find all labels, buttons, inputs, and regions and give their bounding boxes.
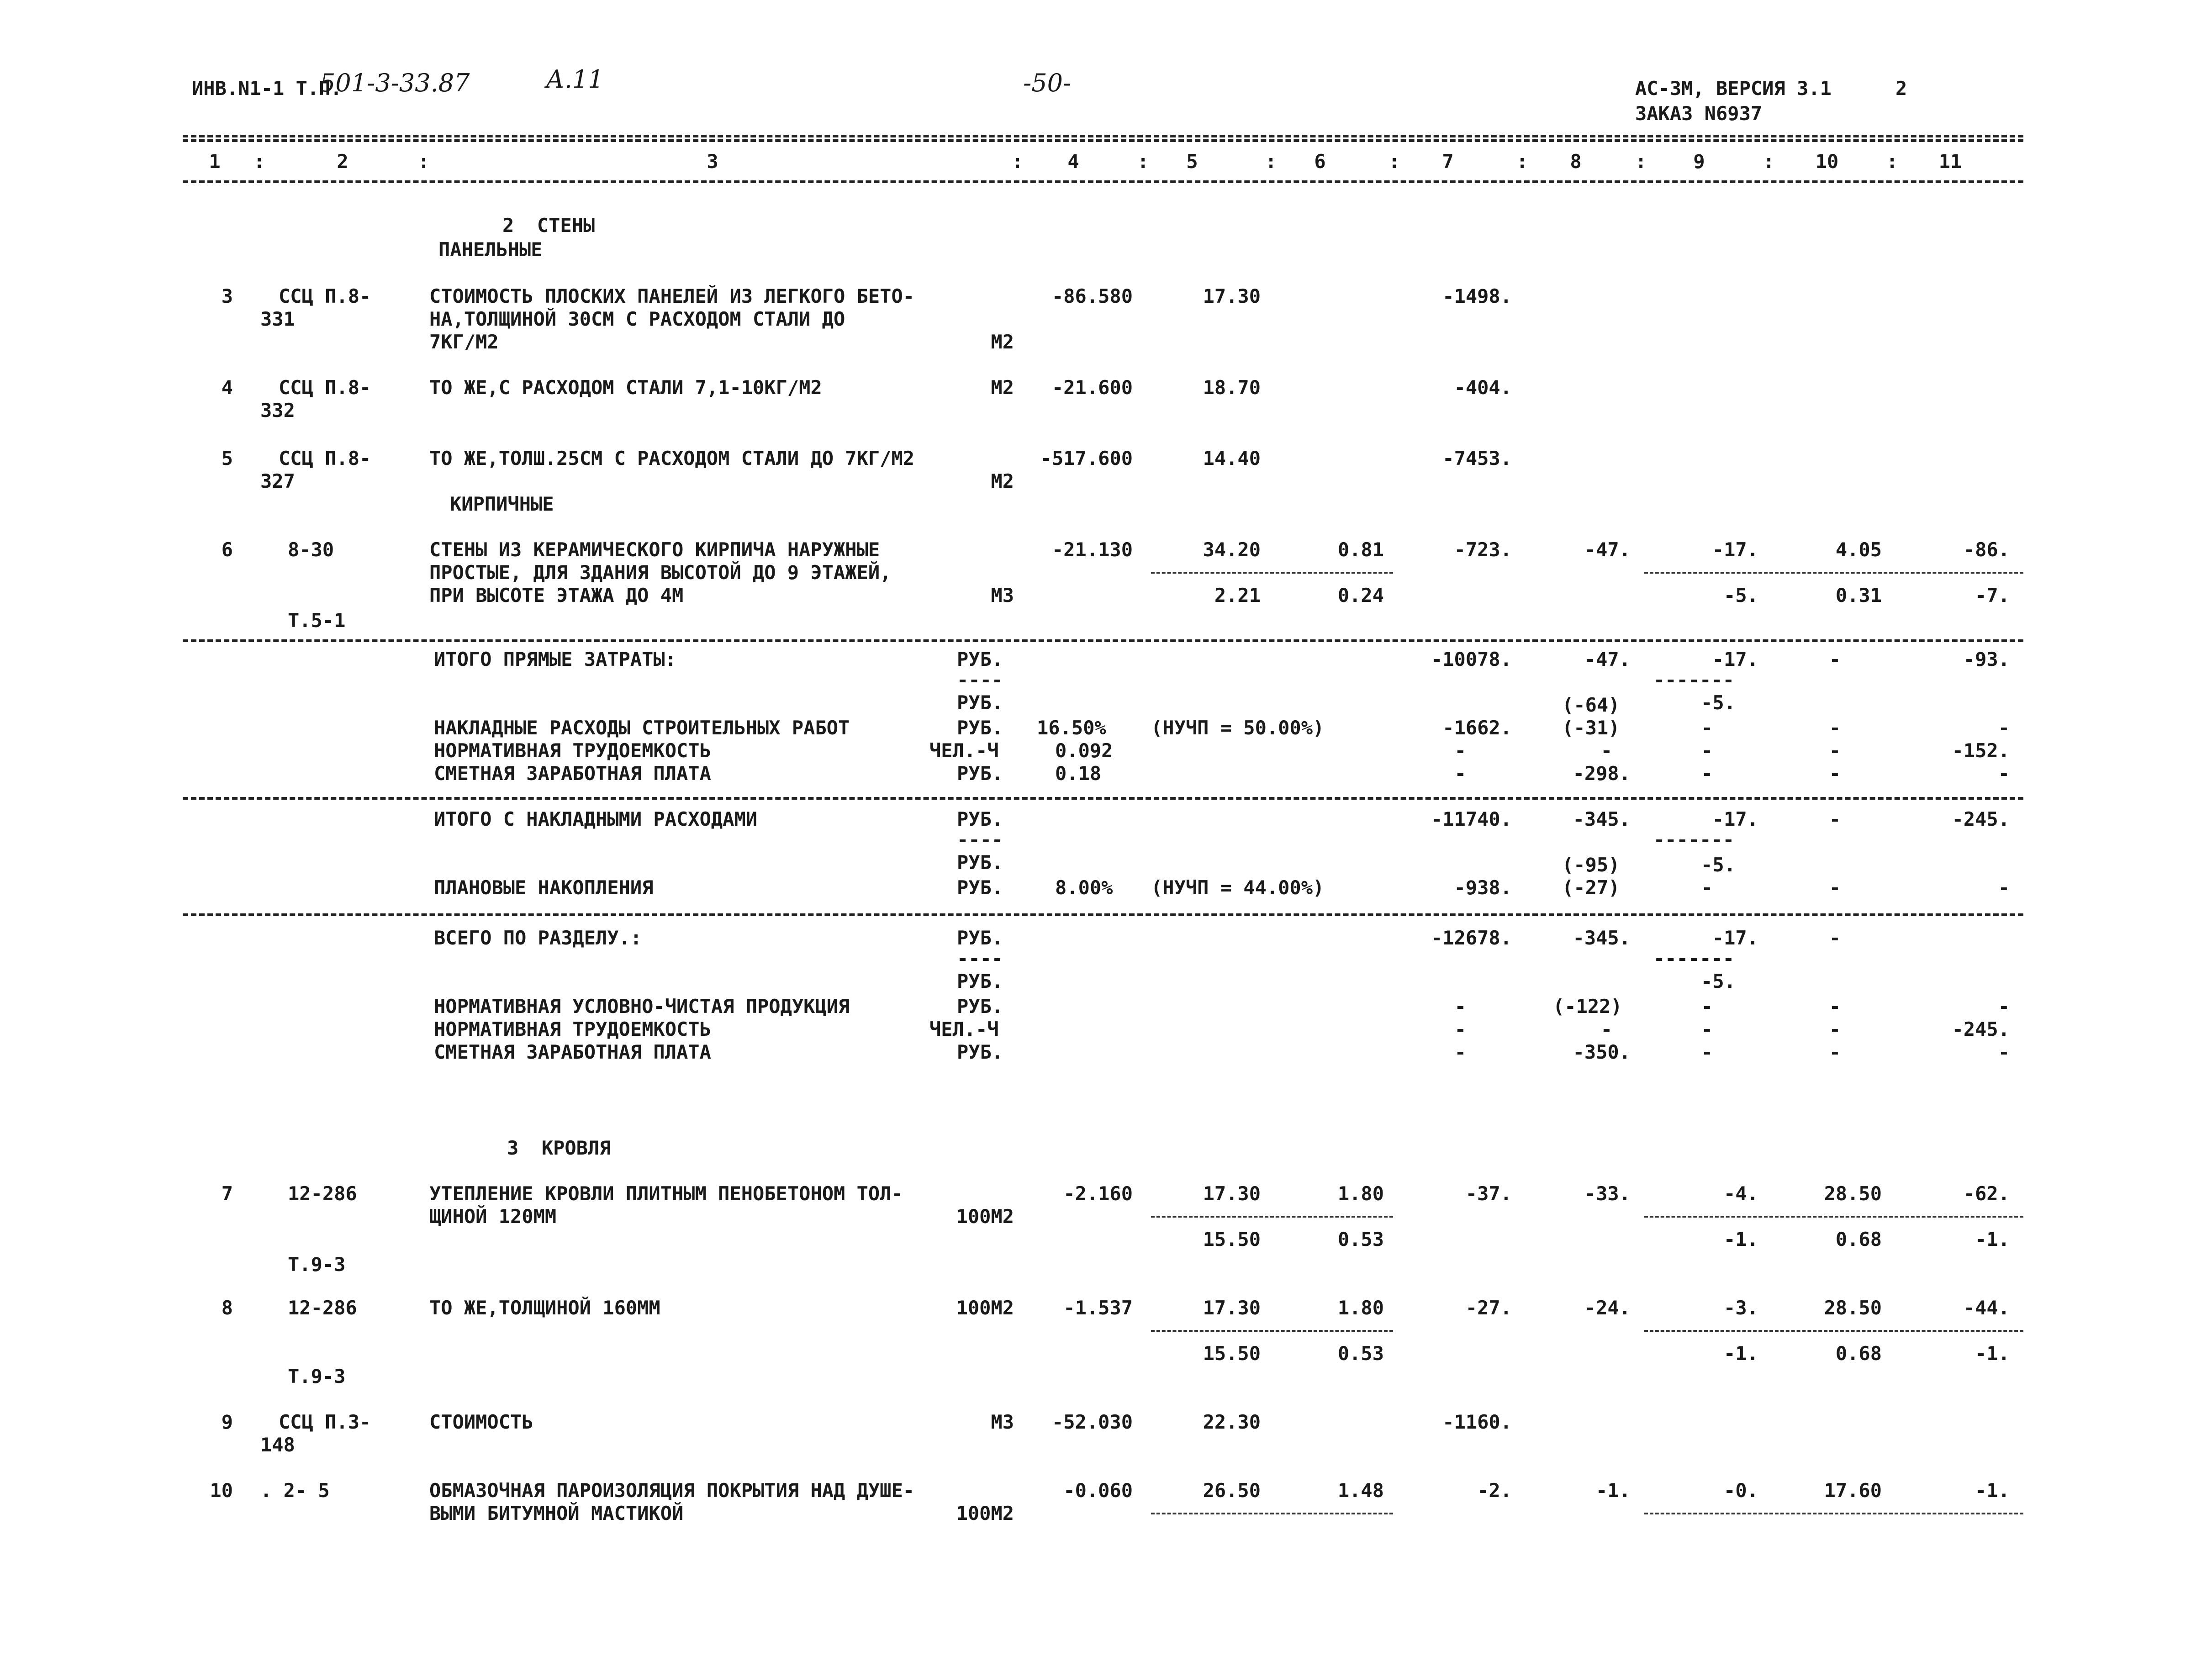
overhead-label: НАКЛАДНЫЕ РАСХОДЫ СТРОИТЕЛЬНЫХ РАБОТ: [434, 717, 850, 739]
row-sub-c6: 0.53: [1337, 1342, 1384, 1365]
row-subtotal-rule: [1151, 1513, 1393, 1514]
row-c8: -33.: [1584, 1182, 1631, 1205]
col-header-8: 8: [1570, 150, 1582, 173]
row-c5: 17.30: [1203, 1182, 1261, 1205]
section-wage-c8: -350.: [1573, 1041, 1631, 1063]
inventory-label: ИНВ.N1-1 Т.П.: [192, 77, 342, 100]
row-c10: 28.50: [1824, 1182, 1882, 1205]
row-c7: -7453.: [1442, 447, 1512, 469]
row-subtotal-rule: [1151, 572, 1393, 574]
total-direct-c11: -93.: [1963, 648, 2010, 670]
row-num: 6: [221, 538, 233, 561]
net-product-c9: -: [1701, 995, 1713, 1018]
row-c5: 18.70: [1203, 376, 1261, 399]
section-total-c8: -345.: [1573, 927, 1631, 949]
row-num: 4: [221, 376, 233, 399]
row-desc: СТЕНЫ ИЗ КЕРАМИЧЕСКОГО КИРПИЧА НАРУЖНЫЕ: [429, 538, 880, 561]
row-sub-c9: -1.: [1724, 1228, 1758, 1250]
total-direct-c8: -47.: [1584, 648, 1631, 670]
row-subtotal-rule: [1644, 1330, 2023, 1332]
row-desc: УТЕПЛЕНИЕ КРОВЛИ ПЛИТНЫМ ПЕНОБЕТОНОМ ТОЛ-: [429, 1182, 903, 1205]
section-labor-c9: -: [1701, 1018, 1713, 1040]
header-rule-top2: [183, 139, 2023, 142]
wage-unit: РУБ.: [957, 762, 1003, 785]
row-code: 332: [260, 399, 295, 422]
planned-rate: 8.00%: [1055, 876, 1113, 899]
wage-label: СМЕТНАЯ ЗАРАБОТНАЯ ПЛАТА: [434, 762, 711, 785]
total-direct-c10: -: [1829, 648, 1841, 670]
col-header-1: 1: [209, 150, 221, 173]
col-separator: :: [1763, 150, 1775, 173]
total-with-overhead-c9: -17.: [1712, 808, 1758, 830]
row-code: Т.9-3: [288, 1253, 346, 1276]
planned-unit: РУБ.: [957, 876, 1003, 899]
row-c7: -1160.: [1442, 1411, 1512, 1433]
row-c7: -1498.: [1442, 285, 1512, 307]
labor-value: 0.092: [1055, 739, 1113, 762]
row-c11: -86.: [1963, 538, 2010, 561]
row-c8: -1.: [1596, 1479, 1631, 1502]
row-code: Т.9-3: [288, 1365, 346, 1387]
row-qty: -52.030: [1051, 1411, 1133, 1433]
row-code: 331: [260, 308, 295, 330]
section-total-unit2: РУБ.: [957, 970, 1003, 992]
row-c10: 28.50: [1824, 1297, 1882, 1319]
rule: [183, 913, 2023, 916]
total-with-overhead-unit2: РУБ.: [957, 851, 1003, 874]
section-title-roof: 3 КРОВЛЯ: [507, 1137, 611, 1159]
col-header-4: 4: [1067, 150, 1079, 173]
row-c9: -17.: [1712, 538, 1758, 561]
row-c5: 17.30: [1203, 1297, 1261, 1319]
row-desc: ПРИ ВЫСОТЕ ЭТАЖА ДО 4М: [429, 584, 684, 607]
row-c5: 34.20: [1203, 538, 1261, 561]
overhead-rate: 16.50%: [1037, 717, 1106, 739]
row-c9: -3.: [1724, 1297, 1758, 1319]
col-header-6: 6: [1314, 150, 1326, 173]
row-num: 3: [221, 285, 233, 307]
section-wage-unit: РУБ.: [957, 1041, 1003, 1063]
row-c9: -4.: [1724, 1182, 1758, 1205]
section-labor-unit: ЧЕЛ.-Ч: [929, 1018, 999, 1040]
col-separator: :: [1635, 150, 1647, 173]
overhead-c7: -1662.: [1442, 717, 1512, 739]
row-sub-c5: 15.50: [1203, 1342, 1261, 1365]
row-code: 148: [260, 1434, 295, 1456]
order-number: ЗАКАЗ N6937: [1635, 102, 1763, 125]
col-header-9: 9: [1693, 150, 1705, 173]
header-rule-top: [183, 135, 2023, 137]
row-code: ССЦ П.8-: [279, 447, 371, 469]
row-num: 8: [221, 1297, 233, 1319]
col-separator: :: [1388, 150, 1400, 173]
section-total-c10: -: [1829, 927, 1841, 949]
labor-label: НОРМАТИВНАЯ ТРУДОЕМКОСТЬ: [434, 739, 711, 762]
section-labor-c10: -: [1829, 1018, 1841, 1040]
total-direct-unit: РУБ.: [957, 648, 1003, 670]
row-c9: -0.: [1724, 1479, 1758, 1502]
rule: [183, 797, 2023, 800]
col-separator: :: [418, 150, 430, 173]
total-direct-c9-sub: -5.: [1701, 691, 1736, 714]
labor-c7: -: [1454, 739, 1466, 762]
wage-value: 0.18: [1055, 762, 1102, 785]
row-unit: М2: [991, 331, 1014, 353]
row-desc: ПРОСТЫЕ, ДЛЯ ЗДАНИЯ ВЫСОТОЙ ДО 9 ЭТАЖЕЙ,: [429, 561, 892, 584]
row-unit: М3: [991, 1411, 1014, 1433]
row-qty: -2.160: [1063, 1182, 1133, 1205]
row-c11: -62.: [1963, 1182, 2010, 1205]
row-desc: ЩИНОЙ 120ММ: [429, 1205, 557, 1228]
total-with-overhead-c7: -11740.: [1431, 808, 1512, 830]
row-c7: -27.: [1465, 1297, 1512, 1319]
row-desc: ТО ЖЕ,С РАСХОДОМ СТАЛИ 7,1-10КГ/М2: [429, 376, 822, 399]
total-direct-unit2: РУБ.: [957, 691, 1003, 714]
col-separator: :: [1265, 150, 1277, 173]
row-c10: 4.05: [1835, 538, 1882, 561]
row-code: ССЦ П.8-: [279, 376, 371, 399]
total-with-overhead-unit-rule: ----: [957, 828, 1003, 851]
col-separator: :: [1516, 150, 1528, 173]
section-labor-c11: -245.: [1952, 1018, 2010, 1040]
section-total-unit-rule: ----: [957, 947, 1003, 970]
row-code: 8-30: [288, 538, 334, 561]
row-c11: -1.: [1975, 1479, 2010, 1502]
row-desc: СТОИМОСТЬ: [429, 1411, 533, 1433]
row-sub-c10: 0.68: [1835, 1228, 1882, 1250]
section-wage-c7: -: [1454, 1041, 1466, 1063]
row-desc: ТО ЖЕ,ТОЛШ.25СМ С РАСХОДОМ СТАЛИ ДО 7КГ/М2: [429, 447, 915, 469]
planned-c9: -: [1701, 876, 1713, 899]
row-desc: СТОИМОСТЬ ПЛОСКИХ ПАНЕЛЕЙ ИЗ ЛЕГКОГО БЕТО-: [429, 285, 915, 307]
section-subtitle-panel: ПАНЕЛЬНЫЕ: [438, 238, 543, 261]
col-header-5: 5: [1186, 150, 1198, 173]
row-c7: -2.: [1477, 1479, 1512, 1502]
planned-c10: -: [1829, 876, 1841, 899]
row-c8: -47.: [1584, 538, 1631, 561]
row-c5: 17.30: [1203, 285, 1261, 307]
total-direct-c9: -17.: [1712, 648, 1758, 670]
total-direct-c9-rule: -------: [1653, 669, 1735, 691]
wage-c9: -: [1701, 762, 1713, 785]
row-sub-c11: -7.: [1975, 584, 2010, 607]
row-subtotal-rule: [1151, 1216, 1393, 1218]
net-product-c10: -: [1829, 995, 1841, 1018]
section-total-c7: -12678.: [1431, 927, 1512, 949]
row-c5: 14.40: [1203, 447, 1261, 469]
row-unit: 100М2: [956, 1205, 1014, 1228]
program-version: АС-3М, ВЕРСИЯ 3.1: [1635, 77, 1832, 100]
planned-c8: (-27): [1562, 876, 1620, 899]
row-code: 12-286: [288, 1182, 357, 1205]
row-c6: 1.80: [1337, 1182, 1384, 1205]
row-c5: 26.50: [1203, 1479, 1261, 1502]
col-header-2: 2: [337, 150, 348, 173]
wage-c8: -298.: [1573, 762, 1631, 785]
overhead-base: (НУЧП = 50.00%): [1151, 717, 1325, 739]
row-c7: -37.: [1465, 1182, 1512, 1205]
row-subtotal-rule: [1151, 1330, 1393, 1332]
planned-c7: -938.: [1454, 876, 1512, 899]
total-with-overhead-c9-sub: -5.: [1701, 854, 1736, 876]
col-header-3: 3: [707, 150, 718, 173]
header-rule-bottom: [183, 180, 2023, 183]
section-subtitle-brick: КИРПИЧНЫЕ: [450, 493, 554, 515]
row-code: ССЦ П.8-: [279, 285, 371, 307]
row-num: 9: [221, 1411, 233, 1433]
section-total-c9: -17.: [1712, 927, 1758, 949]
total-with-overhead-c9-rule: -------: [1653, 828, 1735, 851]
row-unit: М2: [991, 376, 1014, 399]
total-with-overhead-unit: РУБ.: [957, 808, 1003, 830]
section-total-c9-sub: -5.: [1701, 970, 1736, 992]
row-num: 5: [221, 447, 233, 469]
overhead-unit: РУБ.: [957, 717, 1003, 739]
section-total-label: ВСЕГО ПО РАЗДЕЛУ.:: [434, 927, 642, 949]
row-sub-c10: 0.68: [1835, 1342, 1882, 1365]
col-header-7: 7: [1442, 150, 1454, 173]
row-sub-c10: 0.31: [1835, 584, 1882, 607]
row-c6: 1.48: [1337, 1479, 1384, 1502]
planned-label: ПЛАНОВЫЕ НАКОПЛЕНИЯ: [434, 876, 654, 899]
row-sub-c11: -1.: [1975, 1228, 2010, 1250]
row-sub-c9: -1.: [1724, 1342, 1758, 1365]
section-labor-label: НОРМАТИВНАЯ ТРУДОЕМКОСТЬ: [434, 1018, 711, 1040]
overhead-c8: (-31): [1562, 717, 1620, 739]
overhead-c11: -: [1998, 717, 2010, 739]
row-qty: -0.060: [1063, 1479, 1133, 1502]
section-total-unit: РУБ.: [957, 927, 1003, 949]
series-number: 501-3-33.87: [320, 69, 470, 97]
rule: [183, 639, 2023, 642]
row-unit: 100М2: [956, 1297, 1014, 1319]
total-with-overhead-c8: -345.: [1573, 808, 1631, 830]
section-title-walls: 2 СТЕНЫ: [502, 214, 595, 237]
overhead-c9: -: [1701, 717, 1713, 739]
total-with-overhead-c10: -: [1829, 808, 1841, 830]
row-unit: 100М2: [956, 1502, 1014, 1524]
total-with-overhead-c8b: (-95): [1562, 854, 1620, 876]
row-unit: М3: [991, 584, 1014, 607]
labor-c8: -: [1600, 739, 1612, 762]
total-direct-c7: -10078.: [1431, 648, 1512, 670]
row-subtotal-rule: [1644, 1513, 2023, 1514]
page-number: -50-: [1023, 69, 1072, 97]
row-code: . 2- 5: [260, 1479, 330, 1502]
row-c11: -44.: [1963, 1297, 2010, 1319]
planned-c11: -: [1998, 876, 2010, 899]
row-subtotal-rule: [1644, 572, 2023, 574]
row-subtotal-rule: [1644, 1216, 2023, 1218]
section-labor-c7: -: [1454, 1018, 1466, 1040]
row-sub-c5: 15.50: [1203, 1228, 1261, 1250]
row-sub-c5: 2.21: [1214, 584, 1261, 607]
row-qty: -1.537: [1063, 1297, 1133, 1319]
col-separators: :: [253, 150, 265, 173]
row-c7: -723.: [1454, 538, 1512, 561]
net-product-label: НОРМАТИВНАЯ УСЛОВНО-ЧИСТАЯ ПРОДУКЦИЯ: [434, 995, 850, 1018]
wage-c7: -: [1454, 762, 1466, 785]
labor-c9: -: [1701, 739, 1713, 762]
row-c6: 1.80: [1337, 1297, 1384, 1319]
row-c7: -404.: [1454, 376, 1512, 399]
row-code: 327: [260, 470, 295, 492]
row-unit: М2: [991, 470, 1014, 492]
row-c5: 22.30: [1203, 1411, 1261, 1433]
row-qty: -517.600: [1040, 447, 1133, 469]
row-code: Т.5-1: [288, 609, 346, 632]
row-desc: ВЫМИ БИТУМНОЙ МАСТИКОЙ: [429, 1502, 684, 1524]
labor-c11: -152.: [1952, 739, 2010, 762]
section-wage-label: СМЕТНАЯ ЗАРАБОТНАЯ ПЛАТА: [434, 1041, 711, 1063]
row-sub-c11: -1.: [1975, 1342, 2010, 1365]
row-num: 7: [221, 1182, 233, 1205]
row-num: 10: [210, 1479, 233, 1502]
col-separator: :: [1137, 150, 1149, 173]
section-wage-c9: -: [1701, 1041, 1713, 1063]
row-c6: 0.81: [1337, 538, 1384, 561]
net-product-unit: РУБ.: [957, 995, 1003, 1018]
row-c10: 17.60: [1824, 1479, 1882, 1502]
wage-c10: -: [1829, 762, 1841, 785]
row-code: ССЦ П.3-: [279, 1411, 371, 1433]
net-product-c7: -: [1454, 995, 1466, 1018]
net-product-c8: (-122): [1553, 995, 1622, 1018]
section-total-c9-rule: -------: [1653, 947, 1735, 970]
col-separator: :: [1012, 150, 1024, 173]
col-separator: :: [1886, 150, 1898, 173]
row-sub-c9: -5.: [1724, 584, 1758, 607]
total-direct-unit-rule: ----: [957, 669, 1003, 691]
row-qty: -86.580: [1051, 285, 1133, 307]
row-desc: НА,ТОЛЩИНОЙ 30СМ С РАСХОДОМ СТАЛИ ДО: [429, 308, 845, 330]
col-header-11: 11: [1938, 150, 1962, 173]
row-desc: ОБМАЗОЧНАЯ ПАРОИЗОЛЯЦИЯ ПОКРЫТИЯ НАД ДУШЕ-: [429, 1479, 915, 1502]
row-c8: -24.: [1584, 1297, 1631, 1319]
row-sub-c6: 0.24: [1337, 584, 1384, 607]
row-code: 12-286: [288, 1297, 357, 1319]
section-labor-c8: -: [1600, 1018, 1612, 1040]
total-direct-label: ИТОГО ПРЯМЫЕ ЗАТРАТЫ:: [434, 648, 677, 670]
row-desc: ТО ЖЕ,ТОЛЩИНОЙ 160ММ: [429, 1297, 660, 1319]
row-sub-c6: 0.53: [1337, 1228, 1384, 1250]
planned-base: (НУЧП = 44.00%): [1151, 876, 1325, 899]
labor-unit: ЧЕЛ.-Ч: [929, 739, 999, 762]
section-wage-c11: -: [1998, 1041, 2010, 1063]
total-with-overhead-c11: -245.: [1952, 808, 2010, 830]
row-qty: -21.600: [1051, 376, 1133, 399]
row-desc: 7КГ/М2: [429, 331, 499, 353]
total-with-overhead-label: ИТОГО С НАКЛАДНЫМИ РАСХОДАМИ: [434, 808, 758, 830]
overhead-c8a: (-64): [1562, 694, 1620, 716]
net-product-c11: -: [1998, 995, 2010, 1018]
row-qty: -21.130: [1051, 538, 1133, 561]
overhead-c10: -: [1829, 717, 1841, 739]
section-wage-c10: -: [1829, 1041, 1841, 1063]
col-header-10: 10: [1815, 150, 1839, 173]
wage-c11: -: [1998, 762, 2010, 785]
program-page: 2: [1895, 77, 1907, 100]
album-label: А.11: [546, 65, 604, 94]
labor-c10: -: [1829, 739, 1841, 762]
